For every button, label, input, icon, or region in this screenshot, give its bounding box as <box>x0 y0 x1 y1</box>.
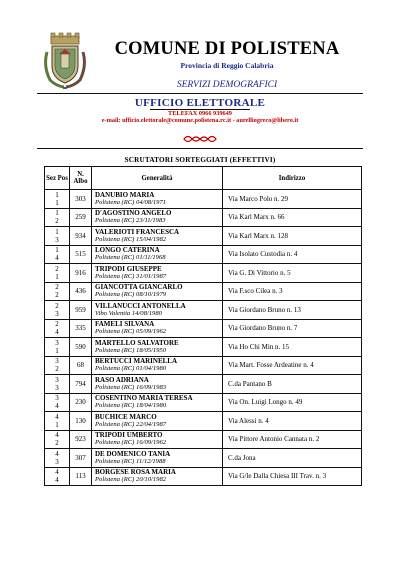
generalita-cell <box>92 338 223 357</box>
birth-info: Polistena (RC) 20/10/1982 <box>95 476 167 484</box>
email-link[interactable]: e-mail: ufficio.elettorale@comune.polistena.rc.it - aurelliogreco@libero.it <box>101 117 299 124</box>
sez-pos-cell <box>45 190 70 209</box>
address-cell: C.da Jona <box>223 449 362 468</box>
sezione-value: 2 <box>55 264 59 273</box>
albo-number-cell: 130 <box>70 412 92 431</box>
birth-info: Polistena (RC) 11/12/1988 <box>95 457 166 465</box>
address-cell: Via Isolato Custodia n. 4 <box>223 245 362 264</box>
birth-info: Polistena (RC) 16/09/1983 <box>95 383 167 391</box>
position-value: 4 <box>55 254 59 263</box>
person-name: RASO ADRIANA <box>95 375 149 384</box>
page-title: COMUNE DI POLISTENA <box>114 39 340 59</box>
generalita-cell <box>92 301 223 320</box>
table-row <box>45 430 362 449</box>
sez-pos-cell <box>45 467 70 486</box>
sez-pos-cell <box>45 227 70 246</box>
table-row <box>45 301 362 320</box>
birth-info: Polistena (RC) 01/04/1980 <box>95 365 167 373</box>
position-value: 4 <box>55 476 59 485</box>
person-name: VILLANUCCI ANTONELLA <box>95 301 186 310</box>
person-name: DE DOMENICO TANIA <box>95 449 171 458</box>
telefax-label: TELEFAX 0966 939649 <box>168 110 232 117</box>
position-value: 2 <box>55 439 59 448</box>
generalita-cell <box>92 319 223 338</box>
birth-info: Polistena (RC) 23/11/1983 <box>95 217 166 225</box>
albo-number-cell: 959 <box>70 301 92 320</box>
address-cell: Via Giordano Bruno n. 7 <box>223 319 362 338</box>
sezione-value: 4 <box>55 412 59 421</box>
table-title: SCRUTATORI SORTEGGIATI (EFFETTIVI) <box>124 156 276 164</box>
table-row <box>45 467 362 486</box>
albo-number-cell: 934 <box>70 227 92 246</box>
sezione-value: 3 <box>55 338 59 347</box>
generalita-cell <box>92 375 223 394</box>
generalita-cell <box>92 245 223 264</box>
generalita-cell <box>92 208 223 227</box>
generalita-cell <box>92 356 223 375</box>
sez-pos-cell <box>45 319 70 338</box>
municipal-crest-icon <box>42 32 88 90</box>
position-value: 1 <box>55 420 59 429</box>
address-cell: Via Karl Marx n. 66 <box>223 208 362 227</box>
albo-number-cell: 916 <box>70 264 92 283</box>
birth-info: Polistena (RC) 15/04/1982 <box>95 235 167 243</box>
sezione-value: 4 <box>55 449 59 458</box>
sez-pos-cell <box>45 208 70 227</box>
generalita-cell <box>92 393 223 412</box>
person-name: TRIPODI GIUSEPPE <box>95 264 162 273</box>
position-value: 3 <box>55 383 59 392</box>
sezione-value: 1 <box>55 227 59 236</box>
table-row <box>45 190 362 209</box>
table-row <box>45 245 362 264</box>
address-cell: Via On. Luigi Longo n. 49 <box>223 393 362 412</box>
albo-number-cell: 794 <box>70 375 92 394</box>
birth-info: Polistena (RC) 04/08/1971 <box>95 198 167 206</box>
generalita-cell <box>92 264 223 283</box>
person-name: BORGESE ROSA MARIA <box>95 468 176 477</box>
sez-pos-cell <box>45 356 70 375</box>
office-title: UFFICIO ELETTORALE <box>134 97 266 109</box>
sez-pos-cell <box>45 338 70 357</box>
province-label: Provincia di Reggio Calabria <box>180 61 274 70</box>
person-name: DANUBIO MARIA <box>95 190 155 199</box>
position-value: 3 <box>55 309 59 318</box>
sezione-value: 2 <box>55 283 59 292</box>
birth-info: Polistena (RC) 01/11/1968 <box>95 254 166 262</box>
sez-pos-cell <box>45 449 70 468</box>
sez-pos-cell <box>45 245 70 264</box>
sezione-value: 1 <box>55 246 59 255</box>
address-cell: Via Marco Polo n. 29 <box>223 190 362 209</box>
sezione-value: 2 <box>55 301 59 310</box>
table-row <box>45 356 362 375</box>
sezione-value: 3 <box>55 394 59 403</box>
sez-pos-cell <box>45 393 70 412</box>
birth-info: Polistena (RC) 18/05/1950 <box>95 346 167 354</box>
col-header-indirizzo: Indirizzo <box>223 167 362 190</box>
table-row <box>45 393 362 412</box>
position-value: 1 <box>55 272 59 281</box>
person-name: TRIPODI UMBERTO <box>95 431 163 440</box>
sez-pos-cell <box>45 301 70 320</box>
address-cell: Via Ho Chi Min n. 15 <box>223 338 362 357</box>
sez-pos-cell <box>45 412 70 431</box>
sez-pos-cell <box>45 430 70 449</box>
table-row <box>45 375 362 394</box>
sezione-value: 3 <box>55 375 59 384</box>
position-value: 2 <box>55 365 59 374</box>
albo-number-cell: 259 <box>70 208 92 227</box>
sezione-value: 3 <box>55 357 59 366</box>
person-name: D'AGOSTINO ANGELO <box>95 209 172 218</box>
generalita-cell <box>92 412 223 431</box>
person-name: BUCHICE MARCO <box>95 412 157 421</box>
albo-number-cell: 923 <box>70 430 92 449</box>
ornament-icon <box>182 134 218 144</box>
address-cell: Via Giordano Bruno n. 13 <box>223 301 362 320</box>
sezione-value: 1 <box>55 209 59 218</box>
person-name: FAMELI SILVANA <box>95 320 155 329</box>
person-name: MARTELLO SALVATORE <box>95 338 179 347</box>
birth-info: Polistena (RC) 22/04/1987 <box>95 420 167 428</box>
address-cell: Via Mart. Fosse Ardeatine n. 4 <box>223 356 362 375</box>
table-row <box>45 208 362 227</box>
table-row <box>45 412 362 431</box>
generalita-cell <box>92 190 223 209</box>
person-name: GIANCOTTA GIANCARLO <box>95 283 183 292</box>
address-cell: Via Karl Marx n. 128 <box>223 227 362 246</box>
letterhead <box>96 39 358 90</box>
section-divider <box>37 148 363 149</box>
generalita-cell <box>92 282 223 301</box>
table-row <box>45 282 362 301</box>
address-cell: Via G/le Dalla Chiesa III Trav. n. 3 <box>223 467 362 486</box>
sez-pos-cell <box>45 282 70 301</box>
position-value: 4 <box>55 402 59 411</box>
sezione-value: 1 <box>55 190 59 199</box>
department-label: SERVIZI DEMOGRAFICI <box>176 80 278 90</box>
sezione-value: 4 <box>55 431 59 440</box>
scrutatori-table <box>44 166 362 486</box>
albo-number-cell: 307 <box>70 449 92 468</box>
address-cell: C.da Pantano B <box>223 375 362 394</box>
col-header-albo: N. Albo <box>70 167 92 190</box>
position-value: 1 <box>55 198 59 207</box>
sez-pos-cell <box>45 264 70 283</box>
albo-number-cell: 303 <box>70 190 92 209</box>
birth-info: Polistena (RC) 31/01/1987 <box>95 272 167 280</box>
col-header-sez-pos: Sez Pos <box>45 167 70 190</box>
birth-info: Polistena (RC) 18/04/1980 <box>95 402 167 410</box>
header-divider <box>37 93 363 94</box>
position-value: 2 <box>55 291 59 300</box>
table-row <box>45 227 362 246</box>
person-name: VALERIOTI FRANCESCA <box>95 227 180 236</box>
position-value: 1 <box>55 346 59 355</box>
sezione-value: 4 <box>55 468 59 477</box>
albo-number-cell: 335 <box>70 319 92 338</box>
sez-pos-cell <box>45 375 70 394</box>
albo-number-cell: 113 <box>70 467 92 486</box>
position-value: 3 <box>55 235 59 244</box>
albo-number-cell: 590 <box>70 338 92 357</box>
address-cell: Via Pittore Antonio Cannata n. 2 <box>223 430 362 449</box>
albo-number-cell: 68 <box>70 356 92 375</box>
position-value: 2 <box>55 217 59 226</box>
birth-info: Vibo Valentia 14/08/1980 <box>95 309 162 317</box>
table-header-row <box>45 167 362 190</box>
albo-number-cell: 515 <box>70 245 92 264</box>
person-name: LONGO CATERINA <box>95 246 160 255</box>
address-cell: Via F.sco Cilea n. 3 <box>223 282 362 301</box>
address-cell: Via G. Di Vittorio n. 5 <box>223 264 362 283</box>
position-value: 3 <box>55 457 59 466</box>
table-row <box>45 319 362 338</box>
person-name: BERTUCCI MARINELLA <box>95 357 178 366</box>
table-row <box>45 338 362 357</box>
birth-info: Polistena (RC) 16/09/1962 <box>95 439 167 447</box>
birth-info: Polistena (RC) 05/09/1962 <box>95 328 167 336</box>
generalita-cell <box>92 227 223 246</box>
person-name: COSENTINO MARIA TERESA <box>95 394 193 403</box>
generalita-cell <box>92 467 223 486</box>
sezione-value: 2 <box>55 320 59 329</box>
table-row <box>45 449 362 468</box>
albo-number-cell: 436 <box>70 282 92 301</box>
albo-number-cell: 230 <box>70 393 92 412</box>
address-cell: Via Alessi n. 4 <box>223 412 362 431</box>
col-header-generalita: Generalità <box>92 167 223 190</box>
generalita-cell <box>92 449 223 468</box>
position-value: 4 <box>55 328 59 337</box>
table-row <box>45 264 362 283</box>
birth-info: Polistena (RC) 08/10/1979 <box>95 291 167 299</box>
generalita-cell <box>92 430 223 449</box>
